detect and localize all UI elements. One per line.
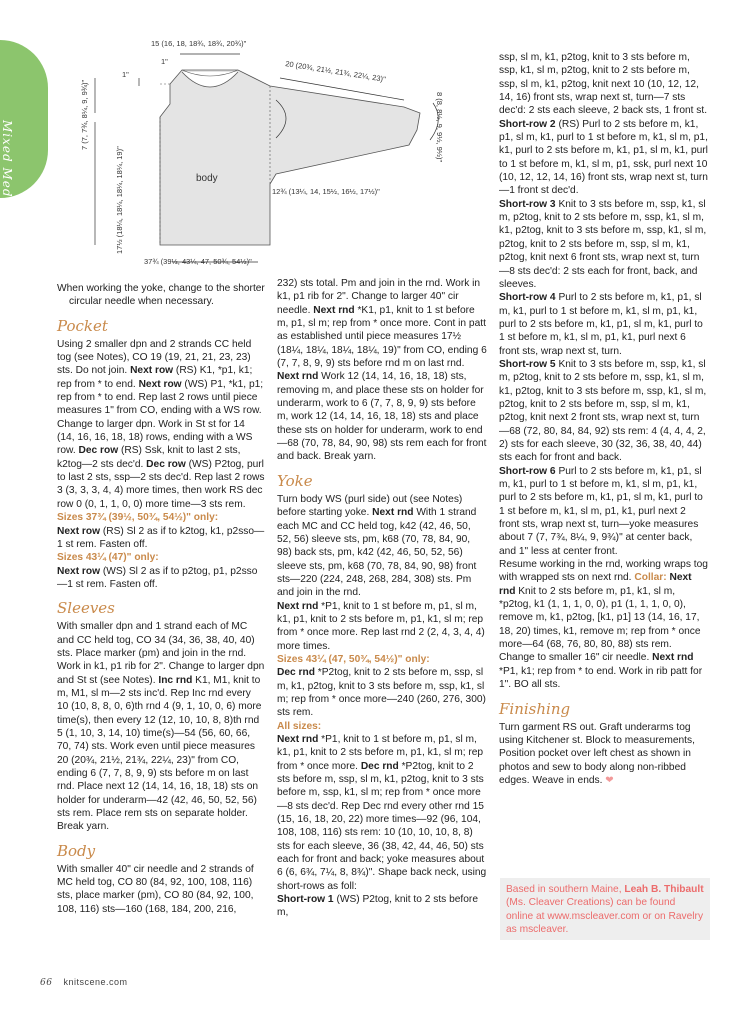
body-length-label: 17½ (18¼, 18¼, 18¼, 18¼, 19)" — [115, 146, 124, 254]
bold-term: Next row — [57, 525, 101, 537]
text-run: Knit to 2 sts before m, p1, k1, sl m, *p2tog, k1 (1, 1, 1, 0, 0), p1 (1, 1, 1, 0, 0), remove m, k1, p2tog, [k1, p1] 13 (14, 16, 17, 18, 20) times, k1, remove m; rep from * once more—64 (68, 76, 80, 80, 88) sts rem. Change to smaller 16" cir needle. — [499, 585, 701, 664]
yoke-depth-label: 7 (7, 7¾, 8¼, 9, 9¾)" — [80, 79, 89, 150]
short-row-6 — [499, 465, 709, 558]
designer-name: Leah B. Thibault — [624, 884, 704, 895]
sleeves-instructions — [57, 620, 265, 834]
text-run: 232) sts total. Pm and join in the rnd. Work in k1, p1 rib for 2". Change to larger 40" cir needle. — [277, 278, 481, 316]
body-instructions: With smaller 40" cir needle and 2 strands of MC held tog, CO 80 (84, 92, 100, 108, 116) sts, place marker (pm), CO 80 (84, 92, 100, 108, 116) sts—160 (168, 184, 200, 216, — [57, 863, 254, 915]
sizes-instruction — [57, 565, 265, 592]
sizes-heading: Sizes 37¾ (39½, 50¾, 54½)" only: — [57, 512, 219, 524]
text-run: (Ms. Cleaver Creations) can be found online at www.mscleaver.com or on Ravelry as mscleaver. — [506, 897, 704, 936]
bold-term: Next rnd — [277, 371, 319, 383]
finishing-instructions — [499, 721, 709, 788]
bold-term: Next rnd — [277, 600, 319, 612]
sleeve-length-label: 20 (20¾, 21½, 21¾, 22¼, 23)" — [284, 59, 387, 84]
bust-label: 37¾ (39½, 43¼, 47, 50¾, 54½)" — [144, 257, 252, 266]
bold-term: Short-row 4 — [499, 292, 556, 304]
text-run: K1, M1, knit to m, M1, sl m—2 sts inc'd. Rep Inc rnd every 10 (10, 8, 8, 0, 6)th rnd 4 (9, 1, 10, 0, 6) more time(s), then every 12 (12, 10, 10, 8, 8)th rnd 5 (1, 10, 3, 14, 10) time(s)—54 (56, 60, 66, 70, 74) sts. Work even until piece measures 20 (20¾, 21½, 21¾, 22¼, 23)" from CO, ending 6 (7, 7, 8, 9, 9) sts before m on last rnd. Place next 12 (14, 14, 16, 18, 18) sts on holder for underarm—42 (42, 46, 50, 52, 56) sts rem. Place rem sts on separate holder. Break yarn. — [57, 674, 262, 833]
heart-icon: ❤ — [605, 774, 614, 786]
bold-term: Next rnd — [652, 652, 694, 664]
bold-term: Next rnd — [372, 507, 414, 519]
text-run: (WS) P2tog, knit to 2 sts before m, — [277, 894, 478, 919]
column-2 — [277, 277, 487, 920]
short-row-5 — [499, 358, 709, 465]
page-number: 66 — [40, 978, 53, 988]
text-run: Based in southern Maine, — [506, 884, 625, 895]
bold-term: Short-row 1 — [277, 894, 334, 906]
short-row-3 — [499, 198, 709, 291]
text-run: (RS) Sl 2 as if to k2tog, k1, p2sso—1 st rem. Fasten off. — [57, 525, 265, 550]
yoke-instructions — [277, 493, 487, 600]
short-row-1-cont: ssp, sl m, k1, p2tog, knit to 3 sts before m, ssp, k1, sl m, p2tog, knit to 2 sts before m, ssp, sl m, k1, p2tog, knit next 10 (10, 12, 12, 14, 16) front sts, wrap next st, turn—7 sts dec'd: 2 sts each sleeve, 2 back sts, 1 front st. — [499, 52, 708, 117]
bold-term: Short-row 5 — [499, 358, 556, 370]
text-run: *P1, knit to 1 st before m, p1, sl m, k1, p1, knit to 2 sts before m, p1, k1, sl m; rep from * once more. Rep last rnd 2 (2, 4, 3, 4, 4) more times. — [277, 600, 485, 652]
text-run: (RS) Ssk, knit to last 2 sts, k2tog—2 sts dec'd. — [57, 445, 241, 470]
column-1 — [57, 282, 265, 916]
short-row-1 — [277, 893, 487, 920]
text-run: (RS) Purl to 2 sts before m, k1, p1, sl m, k1, purl to 1 st before m, k1, sl m, p1, k1, purl to 2 sts before m, k1, p1, sl m, k1, purl to 1 st before m, k1, sl m, p1, ssk, purl next 10 (10, 12, 12, 14, 16) front sts, wrap next st, turn—1 front st dec'd. — [499, 118, 708, 197]
text-run: (WS) P1, *k1, p1; rep from * to end. Rep last 2 rows until piece measures 1" from CO, ending with a WS row. Change to larger dpn. Work in St st for 14 (14, 16, 16, 18, 18) rows, ending with a WS row. — [57, 378, 264, 457]
text-run: Resume working in the rnd, working wraps tog with wrapped sts on next rnd. — [499, 559, 708, 584]
pocket-instructions — [57, 338, 265, 511]
bold-term: Next rnd — [313, 304, 355, 316]
bold-term: Next row — [138, 378, 182, 390]
column-3 — [499, 51, 709, 787]
collar-label: Collar: — [634, 572, 667, 584]
text-run: (WS) P2tog, purl to last 2 sts, ssp—2 sts dec'd. Rep last 2 rows 3 (3, 3, 3, 4, 4) more times, then work RS dec row 0 (0, 1, 1, 0, 0) more time—3 sts rem. — [57, 458, 265, 510]
bold-term: Next row — [130, 365, 174, 377]
text-run: (WS) Sl 2 as if to p2tog, p1, p2sso—1 st rem. Fasten off. — [57, 565, 258, 590]
bold-term: Short-row 2 — [499, 118, 556, 130]
text-run: Purl to 2 sts before m, k1, p1, sl m, k1, purl to 1 st before m, k1, sl m, p1, k1, purl to 2 sts before m, k1, p1, sl m, k1, purl to 1 st before m, k1, sl m, p1, k1, purl next 2 front sts, wrap next st, turn—yoke measures about 7 (7, 7¾, 8¼, 9, 9¾)" at center back, and 1" less at center front. — [499, 465, 703, 557]
body-heading: Body — [57, 841, 96, 860]
sizes-heading: Sizes 43¼ (47)" only: — [57, 552, 159, 564]
section-tab-label: Mixed Media — [0, 120, 14, 211]
sleeves-heading: Sleeves — [57, 599, 115, 618]
bold-term: Next row — [57, 565, 101, 577]
neck-width-label: 15 (16, 18, 18¾, 18¾, 20¾)" — [151, 39, 247, 48]
text-run: With 1 strand each MC and CC held tog, k42 (42, 46, 50, 52, 56) sleeve sts, pm, k68 (70, 78, 84, 90, 98) back sts, pm, k42 (42, 46, 50, 52, 56) sleeve sts, pm, k68 (70, 78, 84, 90, 98) front sts—220 (224, 248, 268, 284, 308) sts. Pm and join in the rnd. — [277, 507, 477, 599]
yoke-heading: Yoke — [277, 471, 313, 490]
collar-instructions — [499, 558, 709, 691]
upper-arm-label: 8 (8, 8½, 9, 9½, 9½)" — [435, 92, 444, 163]
text-run: *P2tog, knit to 2 sts before m, ssp, sl m, k1, p2tog, knit to 3 sts before m, ssp, k1, sl m; rep from * once more—240 (260, 276, 300) sts rem. — [277, 667, 486, 719]
bold-term: Dec rnd — [360, 760, 399, 772]
text-run: Turn garment RS out. Graft underarms tog using Kitchener st. Block to measurements, Position pocket over left chest as shown in photos and sew to body along non-ribbed edges. Weave in ends. — [499, 721, 695, 786]
bold-term: Dec row — [78, 445, 119, 457]
sizes-instruction — [57, 525, 265, 552]
text-run: *P2tog, knit to 2 sts before m, ssp, sl m, k1, p2tog, knit to 3 sts before m, ssp, k1, sl m; rep from * once more—8 sts dec'd. Rep Dec rnd every other rnd 15 (15, 16, 18, 20, 22) more times—92 (96, 104, 108, 108, 116) sts rem: 10 (10, 10, 10, 8, 8) sts for each sleeve, 36 (38, 42, 44, 46, 50) sts each for front and back; yoke measures about 6 (6, 6¾, 7¼, 8, 8¾)". Shape back neck, using short-rows as foll: — [277, 760, 487, 892]
yoke-instructions-2 — [277, 600, 487, 653]
sizes-instruction — [277, 666, 487, 719]
text-run: With smaller dpn and 1 strand each of MC and CC held tog, CO 34 (34, 36, 38, 40, 40) sts. Place marker (pm) and join in the rnd. Work in k1, p1 rib for 2". Change to larger dpn and St st (see Notes). — [57, 621, 265, 686]
bold-term: Dec rnd — [277, 667, 315, 679]
wrist-label: 12¾ (13¼, 14, 15½, 16½, 17½)" — [272, 187, 380, 196]
bold-term: Next rnd — [277, 734, 319, 745]
text-run: Knit to 3 sts before m, ssp, k1, sl m, p2tog, knit to 2 sts before m, ssp, k1, sl m, k1, p2tog, knit to 3 sts before m, ssp, k1, sl m, p2tog, knit to 2 sts before m, ssp, sl m, k1, p2tog, knit next 6 front sts, wrap next st, turn—8 sts dec'd: 2 sts each for front, back, and sleeves. — [499, 198, 707, 290]
back-neck-label: 1" — [122, 70, 129, 79]
finishing-heading: Finishing — [499, 699, 571, 718]
designer-bio — [500, 878, 710, 940]
all-sizes-instructions — [277, 733, 487, 893]
neck-depth-label: 1" — [161, 57, 168, 66]
pocket-heading: Pocket — [57, 316, 108, 335]
short-row-2 — [499, 118, 709, 198]
intro-text: When working the yoke, change to the shorter circular needle when necessary. — [57, 283, 265, 308]
bold-term: Next rnd — [499, 572, 692, 597]
page-footer — [40, 977, 128, 988]
body-instructions-cont — [277, 277, 487, 464]
text-run: *K1, p1, knit to 1 st before m, p1, sl m; rep from * once more. Cont in patt as established until piece measures 17½ (18¼, 18¼, 18¼, 18¼, 19)" from CO, ending 6 (7, 7, 8, 9, 9) sts before rnd m on last rnd. — [277, 304, 487, 370]
text-run: (RS) K1, *p1, k1; rep from * to end. — [57, 365, 253, 390]
body-label: body — [196, 173, 218, 184]
bold-term: Dec row — [146, 458, 186, 470]
bold-term: Short-row 6 — [499, 465, 556, 477]
sizes-heading: Sizes 43¼ (47, 50¾, 54½)" only: — [277, 653, 430, 665]
bold-term: Inc rnd — [158, 674, 193, 686]
short-row-4 — [499, 291, 709, 358]
all-sizes-heading: All sizes: — [277, 720, 322, 732]
text-run: Knit to 3 sts before m, ssp, k1, sl m, p2tog, knit to 2 sts before m, ssp, k1, sl m, k1, p2tog, knit to 3 sts before m, ssp, k1, sl m, p2tog, knit to 2 sts before m, ssp, sl m, k1, p2tog, knit next 2 front sts, wrap next st, turn—68 (72, 80, 84, 84, 92) sts rem: 4 (4, 4, 4, 2, 2) sts for each sleeve, 30 (32, 36, 38, 40, 44) sts each for front and back. — [499, 358, 707, 464]
text-run: Turn body WS (purl side) out (see Notes) before starting yoke. — [277, 493, 463, 519]
text-run: Using 2 smaller dpn and 2 strands CC held tog (see Notes), CO 19 (19, 21, 21, 23, 23) sts. Do not join. — [57, 338, 252, 377]
text-run: Work 12 (14, 14, 16, 18, 18) sts, removing m, and place these sts on holder for underarm, work to 6 (7, 7, 8, 9, 9) sts before m, work 12 (14, 14, 16, 18, 18) sts and place these sts on holder for underarm, work to end—68 (70, 78, 84, 90, 98) sts rem each for front and back. Break yarn. — [277, 371, 487, 463]
text-run: Purl to 2 sts before m, k1, p1, sl m, k1, purl to 1 st before m, k1, sl m, p1, k1, purl to 2 sts before m, k1, p1, sl m, k1, purl to 1 st before m, k1, sl m, p1, k1, purl next 6 front sts, wrap next st, turn. — [499, 292, 703, 357]
site-url: knitscene.com — [63, 977, 128, 987]
text-run: *P1, knit to 1 st before m, p1, sl m, k1, p1, knit to 2 sts before m, p1, k1, sl m; rep from * once more. — [277, 734, 484, 772]
bold-term: Short-row 3 — [499, 198, 556, 210]
text-run: *P1, k1; rep from * to end. Work in rib patt for 1". BO all sts. — [499, 665, 703, 691]
